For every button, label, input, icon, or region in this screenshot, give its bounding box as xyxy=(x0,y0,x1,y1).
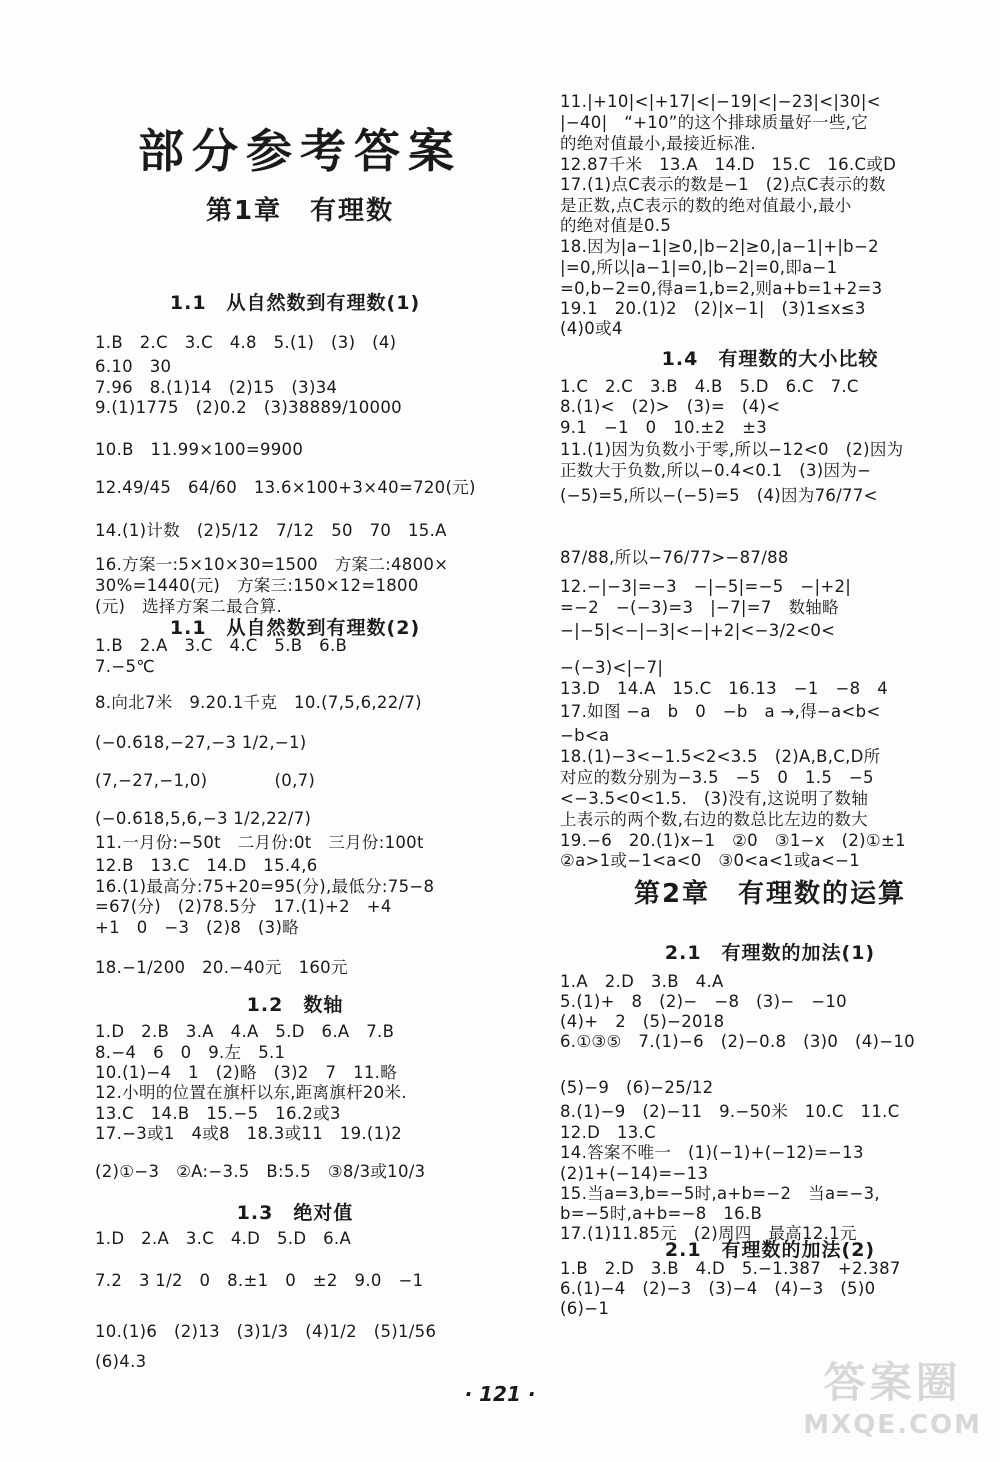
answer-line: 1.B 2.D 3.B 4.D 5.−1.387 +2.387 xyxy=(560,1259,901,1278)
answer-line: (4)0或4 xyxy=(560,319,623,338)
answer-line: +1 0 −3 (2)8 (3)略 xyxy=(95,918,299,937)
answer-line: 14.答案不唯一 (1)(−1)+(−12)=−13 xyxy=(560,1143,864,1162)
answer-line: 18.−1/200 20.−40元 160元 xyxy=(95,958,348,977)
answer-line: 19.−6 20.(1)x−1 ②0 ③1−x (2)①±1 xyxy=(560,831,906,850)
section-2-1-part1: 2.1 有理数的加法(1) xyxy=(664,942,876,964)
answer-line: 13.C 14.B 15.−5 16.2或3 xyxy=(95,1104,341,1123)
answer-line: ②a>1或−1<a<0 ③0<a<1或a<−1 xyxy=(560,851,861,870)
answer-line: −|−5|<−|−3|<−|+2|<−3/2<0< xyxy=(560,621,836,640)
section-1-1-part2: 1.1 从自然数到有理数(2) xyxy=(169,617,421,639)
answer-line: 1.B 2.C 3.C 4.8 5.(1) (3) (4) xyxy=(95,333,397,352)
section-1-3: 1.3 绝对值 xyxy=(236,1202,354,1224)
page-number: · 121 · xyxy=(464,1382,536,1406)
answer-line: 7.2 3 1/2 0 8.±1 0 ±2 9.0 −1 xyxy=(95,1271,424,1290)
answer-line: 10.(1)6 (2)13 (3)1/3 (4)1/2 (5)1/56 xyxy=(95,1322,437,1341)
answer-line: =67(分) (2)78.5分 17.(1)+2 +4 xyxy=(95,897,392,916)
page-title: 部分参考答案 xyxy=(138,124,462,178)
answer-line: 1.D 2.B 3.A 4.A 5.D 6.A 7.B xyxy=(95,1022,395,1041)
answer-line: (7,−27,−1,0) (0,7) xyxy=(95,771,316,790)
answer-line: 9.(1)1775 (2)0.2 (3)38889/10000 xyxy=(95,398,402,417)
answer-line: 16.方案一:5×10×30=1500 方案二:4800× xyxy=(95,555,449,574)
answer-line: 11.一月份:−50t 二月份:0t 三月份:100t xyxy=(95,833,424,852)
answer-line: 的绝对值最小,最接近标准. xyxy=(560,134,756,153)
answer-line: 1.D 2.A 3.C 4.D 5.D 6.A xyxy=(95,1229,352,1248)
answer-line: 上表示的两个数,右边的数总比左边的数大 xyxy=(560,810,868,829)
answer-line: (2)①−3 ②A:−3.5 B:5.5 ③8/3或10/3 xyxy=(95,1162,426,1181)
section-1-1-part1: 1.1 从自然数到有理数(1) xyxy=(169,292,421,314)
answer-line: 10.B 11.99×100=9900 xyxy=(95,440,304,459)
answer-line: 19.1 20.(1)2 (2)|x−1| (3)1≤x≤3 xyxy=(560,299,866,318)
answer-line: 12.49/45 64/60 13.6×100+3×40=720(元) xyxy=(95,478,476,497)
answer-line: 正数大于负数,所以−0.4<0.1 (3)因为− xyxy=(560,461,872,480)
answer-line: (−5)=5,所以−(−5)=5 (4)因为76/77< xyxy=(560,486,878,505)
answer-line: 10.(1)−4 1 (2)略 (3)2 7 11.略 xyxy=(95,1063,398,1082)
section-1-2: 1.2 数轴 xyxy=(246,994,344,1016)
answer-line: −b<a xyxy=(560,726,610,745)
answer-line: 8.(1)−9 (2)−11 9.−50米 10.C 11.C xyxy=(560,1102,900,1121)
answer-line: 6.①③⑤ 7.(1)−6 (2)−0.8 (3)0 (4)−10 xyxy=(560,1032,915,1051)
answer-line: |−40| “+10”的这个排球质量好一些,它 xyxy=(560,113,869,132)
answer-line: 17.(1)点C表示的数是−1 (2)点C表示的数 xyxy=(560,175,886,194)
answer-line: 12.小明的位置在旗杆以东,距离旗杆20米. xyxy=(95,1083,407,1102)
watermark-logo xyxy=(803,1350,982,1440)
answer-line: 12.−|−3|=−3 −|−5|=−5 −|+2| xyxy=(560,577,852,596)
answer-line: b=−5时,a+b=−8 16.B xyxy=(560,1204,763,1223)
answer-line: 17.如图 −a b 0 −b a →,得−a<b< xyxy=(560,702,881,721)
answer-line: (6)−1 xyxy=(560,1299,610,1318)
answer-line: −(−3)<|−7| xyxy=(560,658,664,677)
answer-line: 18.(1)−3<−1.5<2<3.5 (2)A,B,C,D所 xyxy=(560,747,881,766)
answer-line: 17.(1)11.85元 (2)周四 最高12.1元 xyxy=(560,1224,857,1243)
section-1-4: 1.4 有理数的大小比较 xyxy=(661,348,879,370)
answer-line: <−3.5<0<1.5. (3)没有,这说明了数轴 xyxy=(560,789,869,808)
answer-line: 18.因为|a−1|≥0,|b−2|≥0,|a−1|+|b−2 xyxy=(560,237,879,256)
answer-line: 30%=1440(元) 方案三:150×12=1800 xyxy=(95,576,419,595)
answer-line: 8.向北7米 9.20.1千克 10.(7,5,6,22/7) xyxy=(95,693,422,712)
chapter-1-heading: 第1章 有理数 xyxy=(205,196,395,226)
answer-line: =0,b−2=0,得a=1,b=2,则a+b=1+2=3 xyxy=(560,279,883,298)
answer-line: 对应的数分别为−3.5 −5 0 1.5 −5 xyxy=(560,768,874,787)
answer-line: 是正数,点C表示的数的绝对值最小,最小 xyxy=(560,196,852,215)
watermark-text: 答案圈 xyxy=(823,1358,962,1407)
answer-line: (5)−9 (6)−25/12 xyxy=(560,1078,714,1097)
answer-line: 7.−5℃ xyxy=(95,657,156,676)
answer-line: =−2 −(−3)=3 |−7|=7 数轴略 xyxy=(560,598,839,617)
answer-line: 6.(1)−4 (2)−3 (3)−4 (4)−3 (5)0 xyxy=(560,1279,876,1298)
answer-line: 13.D 14.A 15.C 16.13 −1 −8 4 xyxy=(560,679,889,698)
answer-line: 的绝对值是0.5 xyxy=(560,216,672,235)
answer-line: 1.A 2.D 3.B 4.A xyxy=(560,972,724,991)
answer-line: 1.B 2.A 3.C 4.C 5.B 6.B xyxy=(95,636,348,655)
answer-line: 16.(1)最高分:75+20=95(分),最低分:75−8 xyxy=(95,877,435,896)
answer-line: 11.(1)因为负数小于零,所以−12<0 (2)因为 xyxy=(560,440,904,459)
answer-line: 9.1 −1 0 10.±2 ±3 xyxy=(560,418,768,437)
answer-line: 8.−4 6 0 9.左 5.1 xyxy=(95,1043,286,1062)
answer-line: (−0.618,−27,−3 1/2,−1) xyxy=(95,733,307,752)
answer-line: (4)+ 2 (5)−2018 xyxy=(560,1012,725,1031)
answer-line: 15.当a=3,b=−5时,a+b=−2 当a=−3, xyxy=(560,1184,880,1203)
answer-line: 87/88,所以−76/77>−87/88 xyxy=(560,548,789,567)
answer-line: 17.−3或1 4或8 18.3或11 19.(1)2 xyxy=(95,1124,403,1143)
answer-line: (6)4.3 xyxy=(95,1352,147,1371)
answer-line: 12.87千米 13.A 14.D 15.C 16.C或D xyxy=(560,155,897,174)
chapter-2-heading: 第2章 有理数的运算 xyxy=(633,879,907,909)
answer-line: 12.B 13.C 14.D 15.4,6 xyxy=(95,856,318,875)
answer-line: (元) 选择方案二最合算. xyxy=(95,597,283,616)
section-2-1-part2: 2.1 有理数的加法(2) xyxy=(664,1239,876,1261)
answer-line: 6.10 30 xyxy=(95,357,172,376)
answer-line: 8.(1)< (2)> (3)= (4)< xyxy=(560,397,781,416)
answer-line: 7.96 8.(1)14 (2)15 (3)34 xyxy=(95,378,338,397)
answer-line: 12.D 13.C xyxy=(560,1123,656,1142)
answer-line: (−0.618,5,6,−3 1/2,22/7) xyxy=(95,809,312,828)
answer-line: 14.(1)计数 (2)5/12 7/12 50 70 15.A xyxy=(95,521,447,540)
watermark-url: MXQE.COM xyxy=(803,1410,982,1440)
answer-line: (2)1+(−14)=−13 xyxy=(560,1164,709,1183)
answer-line: 11.|+10|<|+17|<|−19|<|−23|<|30|< xyxy=(560,92,881,111)
answer-line: 1.C 2.C 3.B 4.B 5.D 6.C 7.C xyxy=(560,377,859,396)
answer-line: |=0,所以|a−1|=0,|b−2|=0,即a−1 xyxy=(560,258,838,277)
answer-line: 5.(1)+ 8 (2)− −8 (3)− −10 xyxy=(560,992,847,1011)
